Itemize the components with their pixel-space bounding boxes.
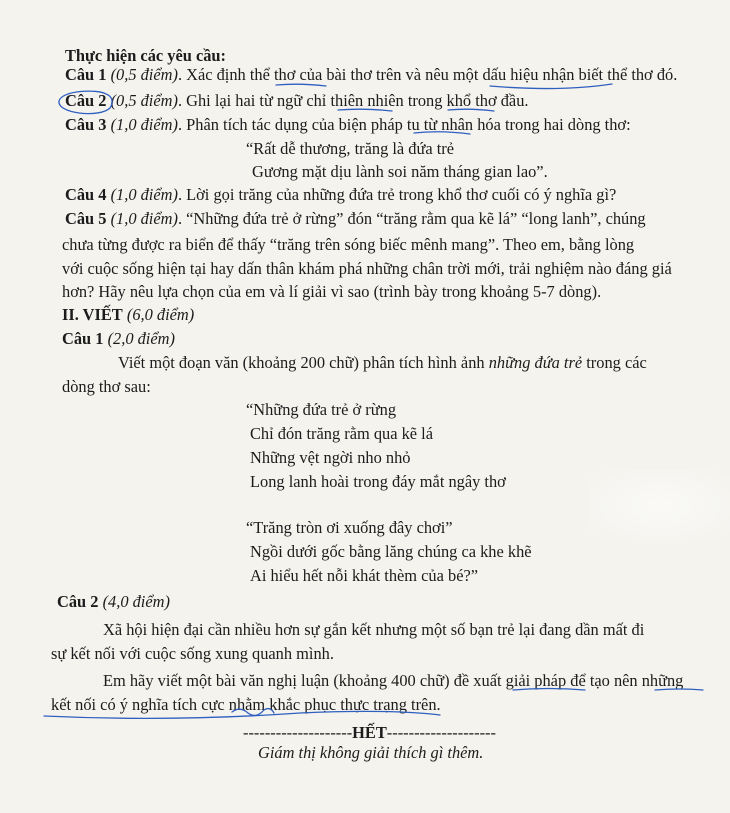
writing-2-text-line-3: Em hãy viết một bài văn nghị luận (khoảng 400 chữ) đề xuất giải pháp để tạo nên những [103,671,684,690]
question-5-text: . “Những đứa trẻ ở rừng” đón “trăng rằm qua kẽ lá” “long lanh”, chúng [177,209,646,228]
question-1 [65,64,677,86]
writing-1-label: Câu 1 [62,329,104,348]
question-2-score: (0,5 điểm) [110,91,178,110]
question-1-text: . Xác định thể thơ của bài thơ trên và nêu một dấu hiệu nhận biết thể thơ đó. [177,65,678,84]
question-5-text-line-4: hơn? Hãy nêu lựa chọn của em và lí giải vì sao (trình bày trong khoảng 5-7 dòng). [62,282,602,301]
writing-1-heading [62,328,175,350]
question-3-label: Câu 3 [65,115,107,134]
writing-2-heading [57,591,170,613]
question-3-poem-line-1: “Rất dễ thương, trăng là đứa trẻ [246,139,455,158]
question-4-label: Câu 4 [65,185,107,204]
question-3-score: (1,0 điểm) [110,115,178,134]
poem-line-1: “Những đứa trẻ ở rừng [246,400,397,419]
writing-2-text-line-4: kết nối có ý nghĩa tích cực nhằm khắc phục thực trạng trên. [51,695,441,714]
question-4-text: . Lời gọi trăng của những đứa trẻ trong khổ thơ cuối có ý nghĩa gì? [177,185,617,204]
question-4-score: (1,0 điểm) [110,185,178,204]
question-3 [65,114,631,136]
poem-line-3: Những vệt ngời nho nhỏ [250,448,411,467]
section-2-score: (6,0 điểm) [126,305,195,324]
poem-line-7: Ai hiểu hết nỗi khát thèm của bé?” [250,566,479,585]
writing-2-score: (4,0 điểm) [102,592,170,611]
section-2-label: II. VIẾT [62,305,123,324]
question-2 [65,90,529,112]
poem-line-2: Chỉ đón trăng rằm qua kẽ lá [250,424,433,443]
question-1-score: (0,5 điểm) [110,65,178,84]
question-2-text: . Ghi lại hai từ ngữ chỉ thiên nhiên trong khổ thơ đầu. [177,91,529,110]
section-header: Thực hiện các yêu cầu: [65,46,226,65]
writing-1-prompt: Viết một đoạn văn (khoảng 200 chữ) phân tích hình ảnh những đứa trẻ trong các [118,353,647,372]
question-5-text-line-3: với cuộc sống hiện tại hay dấn thân khám phá những chân trời mới, trải nghiệm nào đáng giá [62,259,672,278]
question-4 [65,184,616,206]
writing-2-label: Câu 2 [57,592,99,611]
footer-note: Giám thị không giải thích gì thêm. [258,743,484,762]
question-5-text-line-2: chưa từng được ra biển để thấy “trăng trên sóng biếc mênh mang”. Theo em, bằng lòng [62,235,635,254]
question-5-score: (1,0 điểm) [110,209,178,228]
poem-line-6: Ngồi dưới gốc bằng lăng chúng ca khe khẽ [250,542,532,561]
section-2-heading [62,304,194,326]
end-marker: --------------------HẾT-------------------- [243,723,496,742]
question-5-label: Câu 5 [65,209,107,228]
end-word: HẾT [352,723,387,742]
writing-1-emphasis: những đứa trẻ [488,353,583,372]
question-3-text: . Phân tích tác dụng của biện pháp tu từ nhân hóa trong hai dòng thơ: [177,115,631,134]
question-3-poem-line-2: Gương mặt dịu lành soi năm tháng gian lao”. [252,162,548,181]
writing-1-prompt-line-2: dòng thơ sau: [62,377,151,396]
poem-line-4: Long lanh hoài trong đáy mắt ngây thơ [250,472,506,491]
writing-2-text-line-2: sự kết nối với cuộc sống xung quanh mình. [51,644,334,663]
question-2-label: Câu 2 [65,91,107,110]
paper-glare [590,470,730,540]
writing-2-text-line-1: Xã hội hiện đại cần nhiều hơn sự gắn kết nhưng một số bạn trẻ lại đang dần mất đi [103,620,645,639]
question-5 [65,208,646,230]
writing-1-score: (2,0 điểm) [107,329,175,348]
poem-line-5: “Trăng tròn ơi xuống đây chơi” [246,518,453,537]
question-1-label: Câu 1 [65,65,107,84]
